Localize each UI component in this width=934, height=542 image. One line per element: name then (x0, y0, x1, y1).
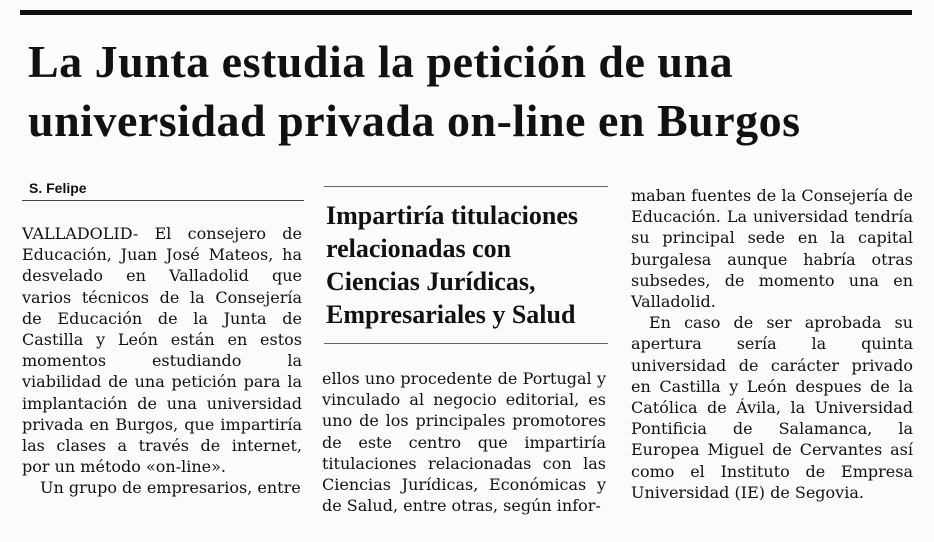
paragraph: VALLADOLID- El consejero de Educación, Juan José Mateos, ha desvelado en Valladolid que varios técnicos de la Consejería de Educación de la Junta de Castilla y León están en estos momentos estudiando la viabilidad de una petición para la implantación de una universidad privada en Burgos, que impartiría las clases a través de internet, por un método «on-line». (22, 224, 302, 477)
top-rule (20, 10, 912, 15)
pullquote: Impartiría titulaciones relacionadas con Ciencias Jurídicas, Empresariales y Salud (326, 201, 579, 329)
headline: La Junta estudia la petición de una universidad privada on-line en Burgos (28, 36, 801, 146)
paragraph: ellos uno procedente de Portugal y vinculado al negocio editorial, es uno de los principales promotores de este centro que impartiría titulaciones relacionadas con las Ciencias Jurídicas, Económicas y de Salud, entre otras, según infor- (322, 369, 606, 516)
article-column-2 (322, 368, 606, 516)
paragraph: Un grupo de empresarios, entre (40, 478, 301, 498)
paragraph: maban fuentes de la Consejería de Educación. La universidad tendría su principal sede en la capital burgalesa aunque habría otras subsedes, de momento una en Valladolid. (631, 186, 913, 312)
article-column-3 (631, 185, 913, 503)
byline-rule (22, 200, 304, 201)
paragraph: En caso de ser aprobada su apertura sería la quinta universidad de carácter privado en Castilla y León despues de la Católica de Ávila, la Universidad Pontificia de Salamanca, la Europea Miguel de Cervantes así como el Instituto de Empresa Universidad (IE) de Segovia. (631, 313, 913, 502)
pullquote-bottom-rule (324, 343, 608, 344)
byline: S. Felipe (29, 180, 87, 196)
article-column-1 (22, 223, 302, 499)
pullquote-top-rule (324, 186, 608, 187)
